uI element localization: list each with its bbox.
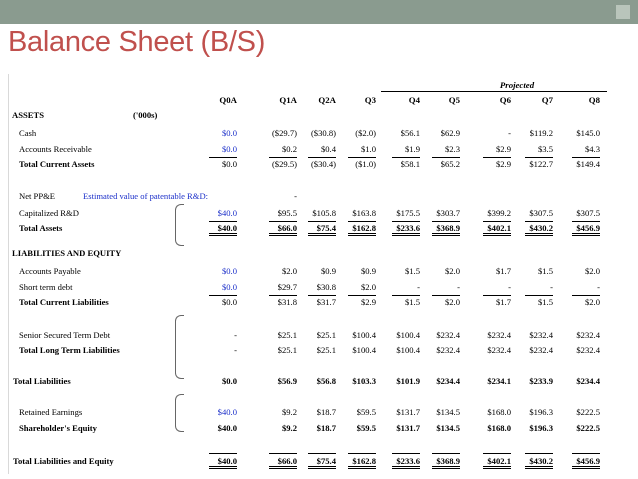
table-cell: $2.0 (444, 297, 460, 307)
table-cell: $0.9 (360, 266, 376, 276)
table-cell: $168.0 (487, 407, 511, 417)
table-cell: $2.3 (444, 144, 460, 154)
double-rule (308, 468, 336, 469)
double-rule (483, 468, 511, 469)
table-cell: $25.1 (277, 330, 297, 340)
table-cell: ($30.8) (310, 128, 336, 138)
table-cell: ($30.4) (310, 159, 336, 169)
table-cell: $430.2 (529, 456, 553, 466)
double-rule (269, 466, 297, 467)
table-cell: $232.4 (487, 330, 511, 340)
table-cell: $0.2 (281, 144, 297, 154)
double-rule (209, 468, 237, 469)
row-label: Cash (19, 128, 37, 138)
table-cell: $368.9 (436, 456, 460, 466)
total-rule (269, 295, 297, 296)
table-cell: $105.8 (312, 208, 336, 218)
bracket-decoration (175, 204, 184, 246)
table-cell: $196.3 (529, 407, 553, 417)
table-cell: $56.1 (400, 128, 420, 138)
table-cell: $149.4 (576, 159, 600, 169)
row-label: Short term debt (19, 282, 73, 292)
table-cell: $1.9 (404, 144, 420, 154)
total-rule (269, 157, 297, 158)
double-rule (525, 466, 553, 467)
row-label: Senior Secured Term Debt (19, 330, 111, 340)
table-cell: $4.3 (584, 144, 600, 154)
section-liabilities-equity: LIABILITIES AND EQUITY (12, 248, 122, 258)
table-cell: $131.7 (396, 423, 420, 433)
table-cell: $168.0 (487, 423, 511, 433)
table-cell: $119.2 (529, 128, 553, 138)
table-cell: $0.0 (221, 376, 237, 386)
table-cell: $25.1 (316, 345, 336, 355)
table-cell: $56.9 (277, 376, 297, 386)
table-cell: $25.1 (277, 345, 297, 355)
double-rule (209, 466, 237, 467)
total-rule (392, 221, 420, 222)
table-cell: - (597, 282, 600, 292)
table-cell: $59.5 (356, 423, 376, 433)
table-cell: $134.5 (436, 423, 460, 433)
units-label: ('000s) (133, 110, 158, 120)
table-cell: - (234, 330, 237, 340)
double-rule (572, 235, 600, 236)
total-rule (348, 453, 376, 454)
period-header-q8: Q8 (588, 95, 600, 105)
table-cell: $196.3 (529, 423, 553, 433)
double-rule (432, 233, 460, 234)
projected-underline (381, 91, 607, 92)
double-rule (572, 466, 600, 467)
table-cell: $2.0 (444, 266, 460, 276)
table-cell: $162.8 (352, 456, 376, 466)
table-cell: $399.2 (487, 208, 511, 218)
table-cell: $233.9 (529, 376, 553, 386)
double-rule (432, 466, 460, 467)
table-cell: $100.4 (352, 330, 376, 340)
double-rule (432, 235, 460, 236)
double-rule (392, 233, 420, 234)
table-cell: $40.0 (217, 407, 237, 417)
total-rule (269, 453, 297, 454)
table-cell: $456.9 (576, 223, 600, 233)
total-rule (348, 295, 376, 296)
total-rule (483, 295, 511, 296)
table-cell: $368.9 (436, 223, 460, 233)
total-rule (432, 157, 460, 158)
table-cell: $59.5 (356, 407, 376, 417)
double-rule (348, 235, 376, 236)
total-rule (483, 221, 511, 222)
table-cell: $134.5 (436, 407, 460, 417)
table-cell: $232.4 (487, 345, 511, 355)
period-header-q2a: Q2A (318, 95, 336, 105)
double-rule (392, 235, 420, 236)
row-label: Total Current Liabilities (19, 297, 109, 307)
table-cell: $100.4 (352, 345, 376, 355)
period-header-q5: Q5 (448, 95, 460, 105)
double-rule (483, 235, 511, 236)
table-cell: $40.0 (217, 208, 237, 218)
table-cell: $2.9 (495, 159, 511, 169)
table-cell: $0.0 (221, 128, 237, 138)
table-cell: $0.4 (320, 144, 336, 154)
table-cell: $29.7 (277, 282, 297, 292)
slide-top-bar (0, 0, 638, 24)
table-cell: $2.9 (495, 144, 511, 154)
double-rule (348, 468, 376, 469)
table-cell: $234.1 (487, 376, 511, 386)
total-rule (308, 453, 336, 454)
table-cell: $430.2 (529, 223, 553, 233)
table-cell: $234.4 (576, 376, 600, 386)
ppe-note: Estimated value of patentable R&D: (83, 191, 209, 201)
double-rule (209, 235, 237, 236)
table-cell: $232.4 (436, 345, 460, 355)
table-cell: $402.1 (487, 223, 511, 233)
table-cell: $65.2 (440, 159, 460, 169)
projected-label: Projected (499, 80, 535, 90)
table-cell: $58.1 (400, 159, 420, 169)
table-cell: $232.4 (436, 330, 460, 340)
table-cell: $222.5 (576, 407, 600, 417)
double-rule (348, 466, 376, 467)
table-cell: $0.0 (221, 282, 237, 292)
double-rule (432, 468, 460, 469)
table-cell: $1.7 (495, 266, 511, 276)
table-cell: $131.7 (396, 407, 420, 417)
period-header-q7: Q7 (541, 95, 553, 105)
double-rule (269, 233, 297, 234)
bracket-decoration (175, 315, 184, 379)
table-cell: $175.5 (396, 208, 420, 218)
period-header-q6: Q6 (499, 95, 511, 105)
table-cell: $233.6 (396, 456, 420, 466)
row-label: Accounts Payable (19, 266, 81, 276)
total-rule (308, 157, 336, 158)
table-cell: $40.0 (217, 423, 237, 433)
total-rule (572, 453, 600, 454)
double-rule (525, 235, 553, 236)
table-cell: $232.4 (576, 345, 600, 355)
table-cell: $0.0 (221, 297, 237, 307)
slide-corner-box (616, 5, 630, 19)
table-cell: - (417, 282, 420, 292)
total-rule (209, 221, 237, 222)
total-rule (432, 221, 460, 222)
table-cell: $9.2 (281, 407, 297, 417)
total-rule (525, 157, 553, 158)
table-cell: $100.4 (396, 330, 420, 340)
table-cell: $456.9 (576, 456, 600, 466)
total-rule (572, 295, 600, 296)
double-rule (572, 233, 600, 234)
table-cell: $2.0 (584, 297, 600, 307)
table-cell: $25.1 (316, 330, 336, 340)
balance-sheet-table (8, 74, 621, 474)
double-rule (483, 466, 511, 467)
table-cell: $40.0 (217, 456, 237, 466)
table-cell: - (508, 128, 511, 138)
table-cell: $103.3 (352, 376, 376, 386)
table-cell: $0.9 (320, 266, 336, 276)
total-rule (308, 295, 336, 296)
total-rule (348, 157, 376, 158)
row-label: Accounts Receivable (19, 144, 92, 154)
table-cell: $1.5 (537, 266, 553, 276)
table-cell: $2.0 (360, 282, 376, 292)
table-cell: $100.4 (396, 345, 420, 355)
double-rule (308, 233, 336, 234)
table-cell: $18.7 (316, 423, 336, 433)
period-header-q1a: Q1A (279, 95, 297, 105)
table-cell: - (457, 282, 460, 292)
double-rule (348, 233, 376, 234)
table-cell: $307.5 (576, 208, 600, 218)
table-cell: - (234, 345, 237, 355)
table-cell: $163.8 (352, 208, 376, 218)
double-rule (392, 468, 420, 469)
total-rule (348, 221, 376, 222)
double-rule (483, 233, 511, 234)
double-rule (392, 466, 420, 467)
row-label: Total Liabilities and Equity (13, 456, 114, 466)
total-rule (209, 453, 237, 454)
table-cell: $40.0 (217, 223, 237, 233)
table-cell: $222.5 (576, 423, 600, 433)
section-assets: ASSETS (12, 110, 45, 120)
double-rule (525, 233, 553, 234)
table-cell: $2.0 (584, 266, 600, 276)
total-rule (392, 295, 420, 296)
total-rule (572, 221, 600, 222)
double-rule (269, 235, 297, 236)
period-header-q0a: Q0A (219, 95, 237, 105)
table-cell: $402.1 (487, 456, 511, 466)
total-rule (572, 157, 600, 158)
table-cell: ($29.7) (271, 128, 297, 138)
table-cell: $9.2 (281, 423, 297, 433)
total-rule (209, 295, 237, 296)
table-cell: ($1.0) (355, 159, 376, 169)
table-cell: $62.9 (440, 128, 460, 138)
row-label: Total Liabilities (13, 376, 71, 386)
double-rule (209, 233, 237, 234)
total-rule (525, 295, 553, 296)
table-cell: - (508, 282, 511, 292)
total-rule (483, 453, 511, 454)
row-label: Total Long Term Liabilities (19, 345, 120, 355)
table-cell: $1.5 (404, 266, 420, 276)
table-cell: $31.7 (316, 297, 336, 307)
row-label: Capitalized R&D (19, 208, 79, 218)
table-cell: $145.0 (576, 128, 600, 138)
bracket-decoration (175, 394, 184, 432)
double-rule (572, 468, 600, 469)
table-cell: $95.5 (277, 208, 297, 218)
table-cell: $234.4 (436, 376, 460, 386)
table-cell: $307.5 (529, 208, 553, 218)
double-rule (269, 468, 297, 469)
row-label: Shareholder's Equity (19, 423, 97, 433)
total-rule (483, 157, 511, 158)
table-cell: $75.4 (316, 223, 336, 233)
table-cell: $31.8 (277, 297, 297, 307)
total-rule (392, 157, 420, 158)
table-cell: $101.9 (396, 376, 420, 386)
ppe-note-value: - (294, 191, 297, 201)
table-cell: $18.7 (316, 407, 336, 417)
row-label: Retained Earnings (19, 407, 83, 417)
double-rule (308, 466, 336, 467)
table-cell: $122.7 (529, 159, 553, 169)
table-cell: $75.4 (316, 456, 336, 466)
total-rule (209, 157, 237, 158)
table-cell: $162.8 (352, 223, 376, 233)
slide-title: Balance Sheet (B/S) (8, 26, 266, 58)
table-cell: - (550, 282, 553, 292)
table-cell: $1.5 (404, 297, 420, 307)
double-rule (525, 468, 553, 469)
table-cell: $0.0 (221, 159, 237, 169)
table-cell: $66.0 (277, 223, 297, 233)
row-label: Net PP&E (19, 191, 56, 201)
table-cell: $232.4 (529, 345, 553, 355)
row-label: Total Assets (19, 223, 63, 233)
row-label: Total Current Assets (19, 159, 95, 169)
table-cell: $56.8 (316, 376, 336, 386)
table-cell: $303.7 (436, 208, 460, 218)
total-rule (525, 453, 553, 454)
table-cell: ($29.5) (271, 159, 297, 169)
period-header-q3: Q3 (364, 95, 376, 105)
table-cell: $1.0 (360, 144, 376, 154)
table-cell: $66.0 (277, 456, 297, 466)
table-cell: $3.5 (537, 144, 553, 154)
table-cell: ($2.0) (355, 128, 376, 138)
table-cell: $1.7 (495, 297, 511, 307)
total-rule (269, 221, 297, 222)
table-cell: $1.5 (537, 297, 553, 307)
total-rule (525, 221, 553, 222)
table-cell: $0.0 (221, 144, 237, 154)
table-cell: $232.4 (529, 330, 553, 340)
total-rule (308, 221, 336, 222)
table-cell: $232.4 (576, 330, 600, 340)
total-rule (432, 295, 460, 296)
table-cell: $2.0 (281, 266, 297, 276)
table-cell: $0.0 (221, 266, 237, 276)
table-cell: $30.8 (316, 282, 336, 292)
double-rule (308, 235, 336, 236)
table-cell: $2.9 (360, 297, 376, 307)
total-rule (392, 453, 420, 454)
table-cell: $233.6 (396, 223, 420, 233)
total-rule (432, 453, 460, 454)
period-header-q4: Q4 (408, 95, 420, 105)
